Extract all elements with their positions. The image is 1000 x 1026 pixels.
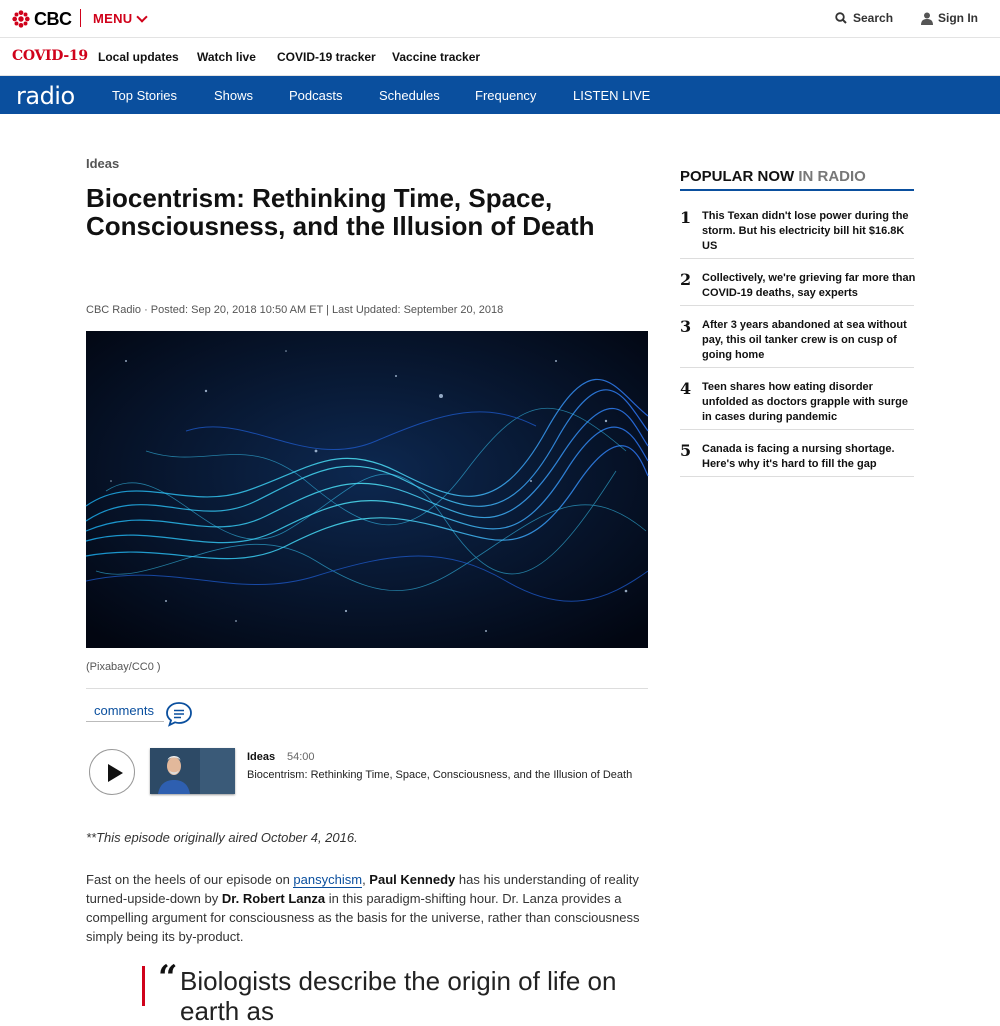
sign-in-label: Sign In <box>938 11 978 25</box>
player-show-name: Ideas <box>247 751 276 763</box>
byline: CBC Radio · Posted: Sep 20, 2018 10:50 AM ET | Last Updated: September 20, 2018 <box>86 304 504 316</box>
popular-item[interactable] <box>680 441 914 477</box>
nav-top-stories[interactable]: Top Stories <box>112 88 178 103</box>
nav-frequency[interactable]: Frequency <box>475 88 537 103</box>
popular-heading <box>680 168 866 185</box>
quote-bar <box>142 966 145 1006</box>
popular-rank: 1 <box>680 208 692 227</box>
chevron-down-icon <box>137 11 148 22</box>
text-run: in this paradigm-shifting hour. Dr. Lanza provides a compelling argument for consciousness as the basis for the universe, rather than consciousness simply being its by-product. <box>86 891 640 944</box>
text-run: Fast on the heels of our episode on <box>86 872 294 887</box>
covid-title[interactable]: COVID-19 <box>12 48 88 64</box>
search-label: Search <box>853 11 894 25</box>
pull-quote: Biologists describe the origin of life on earth as <box>180 966 617 1026</box>
divider <box>86 688 648 689</box>
play-button[interactable] <box>89 749 135 795</box>
nav-listen-live[interactable]: LISTEN LIVE <box>573 88 651 103</box>
popular-heading-main: POPULAR NOW <box>680 168 795 185</box>
covid-link-watch-live[interactable]: Watch live <box>197 50 256 64</box>
covid-bar <box>0 38 1000 76</box>
popular-item[interactable] <box>680 317 914 368</box>
episode-thumbnail[interactable] <box>150 748 235 794</box>
body-paragraph <box>86 870 651 946</box>
player-duration: 54:00 <box>287 751 315 763</box>
search-icon <box>835 12 847 24</box>
popular-rank: 3 <box>680 317 692 336</box>
popular-heading-sub: IN RADIO <box>798 168 866 185</box>
play-icon <box>108 764 123 782</box>
popular-headline[interactable]: This Texan didn't lose power during the storm. But his electricity bill hit $16.8K US <box>702 210 909 252</box>
menu-button[interactable] <box>93 11 146 26</box>
cbc-logo[interactable] <box>12 9 72 29</box>
hero-image <box>86 331 648 648</box>
text-run: , <box>362 872 370 887</box>
nav-shows[interactable]: Shows <box>214 88 254 103</box>
quote-mark-icon: “ <box>158 958 178 998</box>
popular-rank: 5 <box>680 441 692 460</box>
popular-rank: 4 <box>680 379 692 398</box>
host-portrait <box>150 748 235 794</box>
popular-headline[interactable]: Canada is facing a nursing shortage. Here's why it's hard to fill the gap <box>702 443 895 470</box>
popular-headline[interactable]: Collectively, we're grieving far more than COVID-19 deaths, say experts <box>702 272 916 299</box>
image-caption: (Pixabay/CC0 ) <box>86 661 161 673</box>
pansychism-link[interactable]: pansychism <box>293 872 363 887</box>
comments-underline <box>86 721 164 722</box>
popular-rank: 2 <box>680 270 692 289</box>
covid-link-local-updates[interactable]: Local updates <box>98 50 179 64</box>
user-icon <box>921 12 933 25</box>
covid-link-vaccine-tracker[interactable]: Vaccine tracker <box>392 50 481 64</box>
cbc-gem-icon <box>12 10 30 28</box>
divider <box>80 9 81 27</box>
nav-schedules[interactable]: Schedules <box>379 88 440 103</box>
text-run: has his understanding of reality turned-upside-down by <box>86 872 639 906</box>
aired-note: **This episode originally aired October 4, 2016. <box>86 830 358 845</box>
popular-headline[interactable]: After 3 years abandoned at sea without pay, this oil tanker crew is on cusp of going home <box>702 319 907 361</box>
heading-underline <box>680 189 914 191</box>
menu-label: MENU <box>93 11 133 26</box>
popular-item[interactable] <box>680 208 914 259</box>
cosmic-wave-illustration <box>86 331 648 648</box>
comments-link[interactable]: comments <box>94 703 154 718</box>
search-button[interactable] <box>835 11 893 25</box>
popular-item[interactable] <box>680 270 914 306</box>
radio-logo[interactable]: radio <box>16 82 75 110</box>
popular-item[interactable] <box>680 379 914 430</box>
player-episode-title[interactable]: Biocentrism: Rethinking Time, Space, Consciousness, and the Illusion of Death <box>247 769 633 781</box>
radio-nav <box>0 76 1000 114</box>
covid-link-tracker[interactable]: COVID-19 tracker <box>277 50 376 64</box>
person-name: Dr. Robert Lanza <box>221 891 326 906</box>
sign-in-button[interactable] <box>921 11 978 25</box>
nav-podcasts[interactable]: Podcasts <box>289 88 343 103</box>
comment-bubble-icon[interactable] <box>165 701 193 727</box>
popular-headline[interactable]: Teen shares how eating disorder unfolded as doctors grapple with surge in cases during pandemic <box>702 381 908 423</box>
section-label[interactable]: Ideas <box>86 156 120 171</box>
top-bar <box>0 0 1000 38</box>
cbc-wordmark: CBC <box>34 8 72 29</box>
page-title: Biocentrism: Rethinking Time, Space, Consciousness, and the Illusion of Death <box>86 183 595 241</box>
person-name: Paul Kennedy <box>369 872 456 887</box>
